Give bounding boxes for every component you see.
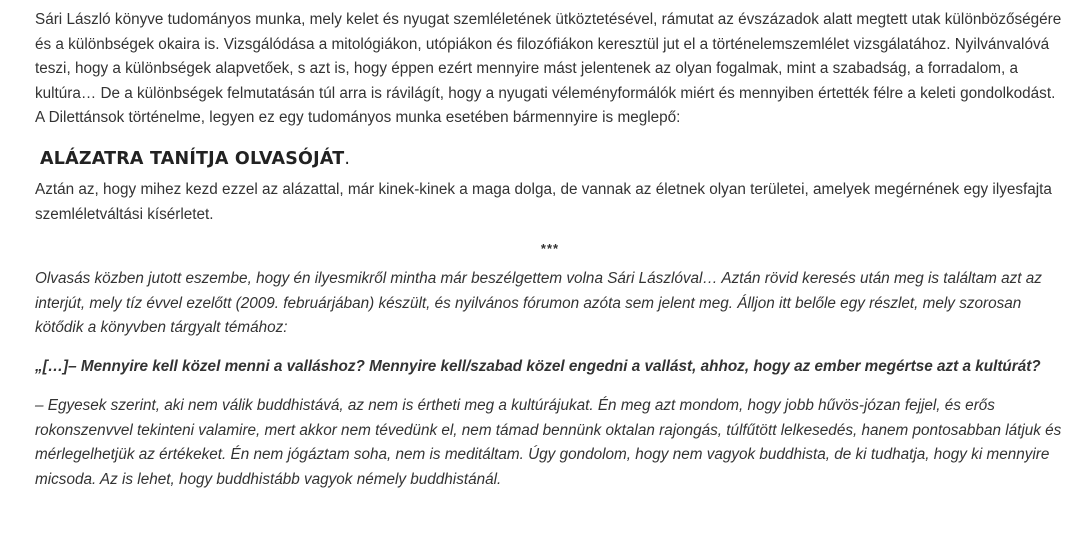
section-heading: [35, 146, 1065, 173]
heading-period: .: [344, 148, 351, 169]
after-heading-paragraph: Aztán az, hogy mihez kezd ezzel az alázattal, már kinek-kinek a maga dolga, de vannak az életnek olyan területei, amelyek megérnének egy ilyesfajta szemléletváltási kísérletet.: [35, 181, 1052, 223]
interview-question: „[…]– Mennyire kell közel menni a valláshoz? Mennyire kell/szabad közel engedni a vallást, ahhoz, hogy az ember megértse azt a kultúrát?: [35, 357, 1041, 375]
interview-answer: – Egyesek szerint, aki nem válik buddhistává, az nem is értheti meg a kultúrájukat. Én meg azt mondom, hogy jobb hűvös-józan fejjel, és erős rokonszenvvel tekinteni valamire, mert akkor nem tévedünk el, nem támad bennünk oktalan rajongás, túlfűtött lelkesedés, hanem pontosabban látjuk és mérlegelhetjük az értékeket. Én nem jógáztam soha, nem is meditáltam. Úgy gondolom, hogy nem vagyok buddhista, de ki tudhatja, hogy ki mennyire micsoda. Az is lehet, hogy buddhistább vagyok némely buddhistánál.: [35, 397, 1062, 488]
article-body: [35, 8, 1065, 492]
intro-paragraph: Sári László könyve tudományos munka, mely kelet és nyugat szemléletének ütköztetésével, rámutat az évszázadok alatt megtett utak különbözőségére és a különbségek okaira is. Vizsgálódása a mitológiákon, utópiákon és filozófiákon keresztül jut el a történelemszemlélet vizsgálatához. Nyilvánvalóvá teszi, hogy a különbségek alapvetőek, s azt is, hogy éppen ezért mennyire mást jelentenek az olyan fogalmak, mint a szabadság, a forradalom, a kultúra… De a különbségek felmutatásán túl arra is rávilágít, hogy a nyugati véleményformálók miért és mennyiben értették félre a keleti gondolkodást. A Dilettánsok történelme, legyen ez egy tudományos munka esetében bármennyire is meglepő:: [35, 11, 1062, 126]
heading-text: ALÁZATRA TANÍTJA OLVASÓJÁT: [40, 148, 345, 169]
separator-stars: ***: [540, 241, 560, 256]
reading-note-paragraph: Olvasás közben jutott eszembe, hogy én ilyesmikről mintha már beszélgettem volna Sári Lászlóval… Aztán rövid keresés után meg is találtam azt az interjút, mely tíz évvel ezelőtt (2009. februárjában) készült, és nyilvános fórumon azóta sem jelent meg. Álljon itt belőle egy részlet, mely szorosan kötődik a könyvben tárgyalt témához:: [35, 270, 1042, 336]
